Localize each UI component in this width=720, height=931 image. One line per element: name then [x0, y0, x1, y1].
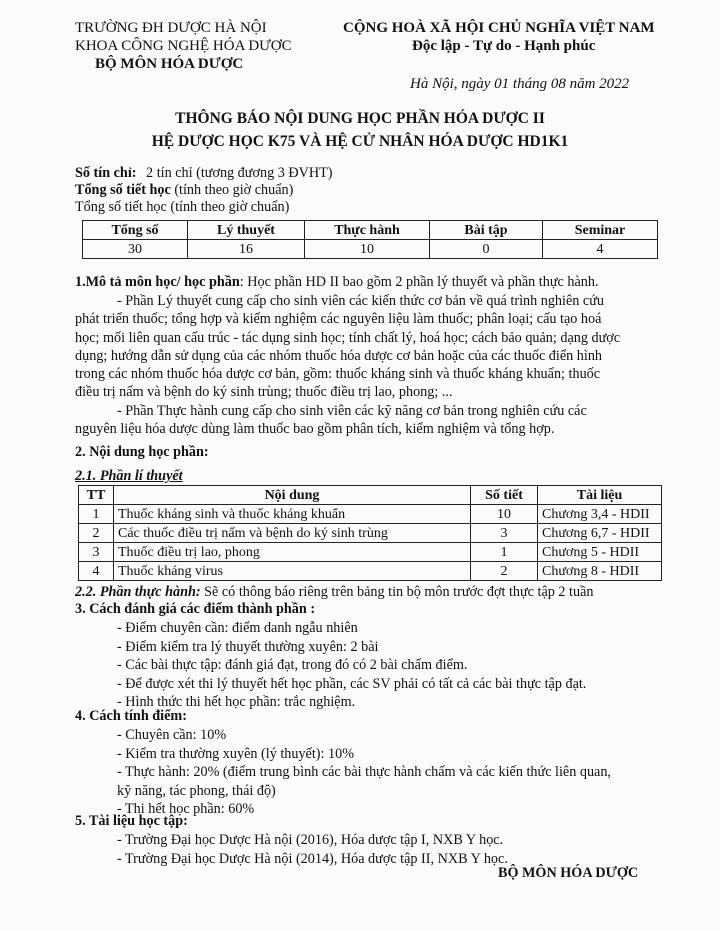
section1-theory [75, 292, 620, 438]
row-reference: Chương 6,7 - HDII [538, 524, 662, 543]
national-motto: Độc lập - Tự do - Hạnh phúc [412, 38, 596, 54]
school-name: TRƯỜNG ĐH DƯỢC HÀ NỘI [75, 20, 267, 36]
list-item: - Thực hành: 20% (điểm trung bình các bài thực hành chấm và các kiến thức liên quan, [117, 764, 611, 781]
practice-line: nguyên liệu hóa dược dùng làm thuốc bao gồm phân tích, kiểm nghiệm và tổng hợp. [75, 421, 555, 438]
row-reference: Chương 3,4 - HDII [538, 505, 662, 524]
section1-intro-text: : Học phần HD II bao gồm 2 phần lý thuyết và phần thực hành. [239, 274, 599, 290]
section2-sub2-text: Sẽ có thông báo riêng trên bảng tin bộ môn trước đợt thực tập 2 tuần [200, 584, 594, 600]
faculty-name: KHOA CÔNG NGHỆ HÓA DƯỢC [75, 38, 292, 54]
hours-table-row [83, 240, 658, 259]
hours-value-cell: 16 [188, 240, 305, 259]
theory-header-cell: Số tiết [471, 486, 538, 505]
theory-line: trong các nhóm thuốc hóa dược cơ bản, gồm: thuốc kháng sinh và thuốc kháng khuẩn; thuốc [75, 366, 601, 383]
credits-label: Số tín chỉ: [75, 165, 137, 181]
document-title-line2: HỆ DƯỢC HỌC K75 VÀ HỆ CỬ NHÂN HÓA DƯỢC HD1K1 [151, 133, 569, 150]
row-hours: 2 [471, 562, 538, 581]
section3-list [117, 619, 586, 712]
row-content: Thuốc điều trị lao, phong [114, 543, 471, 562]
theory-header-cell: Tài liệu [538, 486, 662, 505]
document-title-line1: THÔNG BÁO NỘI DUNG HỌC PHẦN HÓA DƯỢC II [175, 110, 545, 127]
hours-value-cell: 10 [305, 240, 430, 259]
hours-header-cell: Thực hành [305, 221, 430, 240]
hours-table-header [83, 221, 658, 240]
hours-value-cell: 4 [543, 240, 658, 259]
list-item: - Trường Đại học Dược Hà nội (2014), Hóa dược tập II, NXB Y học. [117, 850, 508, 867]
section2-sub2 [75, 584, 593, 601]
hours-table [82, 220, 658, 259]
hours-value-cell: 0 [430, 240, 543, 259]
row-content: Các thuốc điều trị nấm và bệnh do ký sinh trùng [114, 524, 471, 543]
section3-heading: 3. Cách đánh giá các điểm thành phần : [75, 601, 316, 617]
theory-line: học; mối liên quan cấu trúc - tác dụng sinh học; tính chất lý, hoá học; cách bảo quản; dạng dược [75, 329, 621, 346]
section2-sub2-heading: 2.2. Phần thực hành: [75, 584, 201, 600]
hours-row-repeat: Tổng số tiết học (tính theo giờ chuẩn) [75, 199, 290, 215]
hours-header-cell: Seminar [543, 221, 658, 240]
row-index: 1 [79, 505, 114, 524]
row-hours: 1 [471, 543, 538, 562]
section2-sub1: 2.1. Phần lí thuyết [75, 468, 183, 484]
credits-row [75, 165, 332, 182]
row-content: Thuốc kháng virus [114, 562, 471, 581]
section1-heading: 1.Mô tả môn học/ học phần [75, 274, 240, 290]
list-item: - Thi hết học phần: 60% [117, 801, 255, 818]
section4-list [117, 726, 611, 819]
table-row [79, 543, 662, 562]
row-reference: Chương 8 - HDII [538, 562, 662, 581]
row-hours: 10 [471, 505, 538, 524]
theory-line: điều trị nấm và bệnh do ký sinh trùng; thuốc điều trị lao, phong; ... [75, 384, 453, 401]
section2-heading: 2. Nội dung học phần: [75, 444, 209, 460]
theory-line: - Phần Lý thuyết cung cấp cho sinh viên các kiến thức cơ bản về quá trình nghiên cứu [117, 293, 604, 309]
section1-intro [75, 274, 599, 291]
list-item: - Điểm kiểm tra lý thuyết thường xuyên: 2 bài [117, 638, 379, 655]
hours-header-cell: Bài tập [430, 221, 543, 240]
row-reference: Chương 5 - HDII [538, 543, 662, 562]
table-row [79, 562, 662, 581]
list-item: - Hình thức thi hết học phần: trắc nghiệm. [117, 694, 356, 710]
list-item: - Chuyên cần: 10% [117, 727, 227, 743]
row-content: Thuốc kháng sinh và thuốc kháng khuẩn [114, 505, 471, 524]
row-index: 4 [79, 562, 114, 581]
hours-label: Tổng số tiết học [75, 182, 171, 198]
national-title: CỘNG HOÀ XÃ HỘI CHỦ NGHĨA VIỆT NAM [343, 20, 655, 36]
hours-note: (tính theo giờ chuẩn) [170, 182, 294, 198]
table-row [79, 524, 662, 543]
department-name: BỘ MÔN HÓA DƯỢC [95, 56, 244, 72]
theory-line: phát triển thuốc; tổng hợp và kiểm nghiệm các nguyên liệu làm thuốc; phân loại; cấu tạo hoá [75, 311, 602, 328]
hours-header-cell: Lý thuyết [188, 221, 305, 240]
hours-header-cell: Tổng số [83, 221, 188, 240]
hours-value-cell: 30 [83, 240, 188, 259]
signature: BỘ MÔN HÓA DƯỢC [498, 865, 639, 881]
document-date: Hà Nội, ngày 01 tháng 08 năm 2022 [410, 76, 630, 92]
table-row [79, 505, 662, 524]
list-item: - Kiểm tra thường xuyên (lý thuyết): 10% [117, 745, 355, 762]
row-index: 3 [79, 543, 114, 562]
row-index: 2 [79, 524, 114, 543]
theory-header-cell: TT [79, 486, 114, 505]
list-item: kỹ năng, tác phong, thái độ) [117, 782, 276, 799]
theory-line: dụng; hướng dẫn sử dụng của các nhóm thuốc hóa dược cơ bản hoặc của các thuốc điển hình [75, 347, 603, 364]
theory-table [78, 485, 662, 581]
list-item: - Để được xét thi lý thuyết hết học phần, các SV phải có tất cả các bài thực tập đạt. [117, 675, 587, 692]
list-item: - Điểm chuyên cần: điểm danh ngẫu nhiên [117, 620, 358, 636]
section5-list [117, 831, 508, 868]
list-item: - Các bài thực tập: đánh giá đạt, trong đó có 2 bài chấm điểm. [117, 657, 468, 673]
theory-header-cell: Nội dung [114, 486, 471, 505]
row-hours: 3 [471, 524, 538, 543]
hours-row [75, 182, 293, 199]
credits-value: 2 tín chỉ (tương đương 3 ĐVHT) [146, 165, 333, 181]
section5-heading: 5. Tài liệu học tập: [75, 813, 188, 829]
list-item: - Trường Đại học Dược Hà nội (2016), Hóa dược tập I, NXB Y học. [117, 832, 504, 848]
theory-table-header [79, 486, 662, 505]
section4-heading: 4. Cách tính điểm: [75, 708, 187, 724]
practice-line: - Phần Thực hành cung cấp cho sinh viên các kỹ năng cơ bản trong nghiên cứu các [117, 402, 587, 419]
